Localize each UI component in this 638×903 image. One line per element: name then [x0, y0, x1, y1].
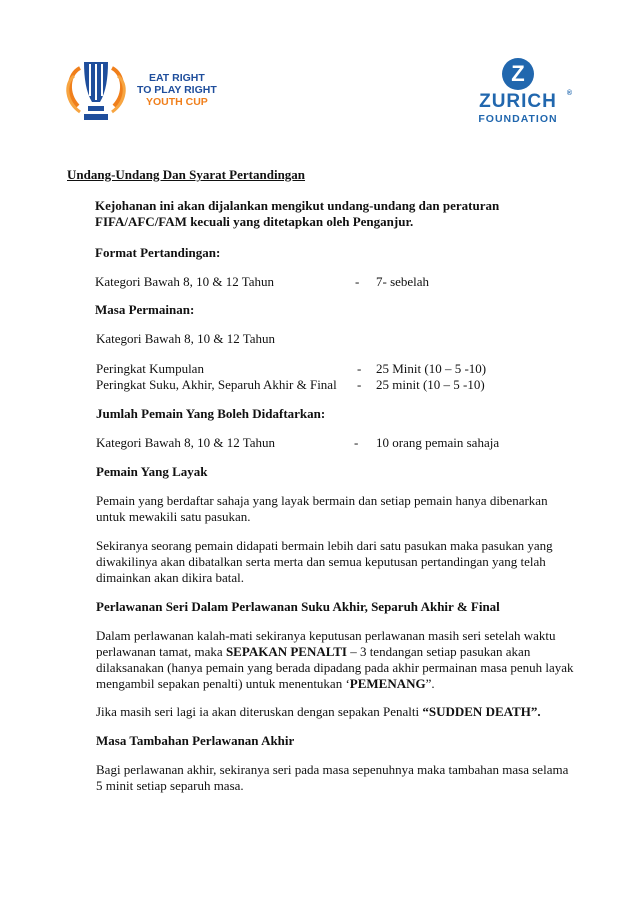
tambahan-p-line: 5 minit setiap separuh masa. [96, 778, 244, 793]
masa-row-label: Peringkat Kumpulan [96, 361, 204, 376]
layak-p2-line: dimainkan akan dikira batal. [96, 570, 245, 585]
zurich-text: ZURICH [479, 91, 557, 112]
cup-line-2: TO PLAY RIGHT [137, 84, 217, 96]
intro-line-2: FIFA/AFC/FAM kecuali yang ditetapkan oleh Penganjur. [95, 214, 414, 229]
seri-p1-line-3: dilaksanakan (hanya pemain yang berada dipadang pada akhir permainan masa penuh layak [96, 660, 574, 675]
registered-mark: ® [566, 90, 572, 97]
cup-line-1: EAT RIGHT [148, 72, 205, 84]
document-heading: Undang-Undang Dan Syarat Pertandingan [67, 167, 306, 182]
youth-cup-logo [62, 58, 222, 128]
seri-title: Perlawanan Seri Dalam Perlawanan Suku Akhir, Separuh Akhir & Final [96, 599, 500, 614]
format-row-label: Kategori Bawah 8, 10 & 12 Tahun [95, 274, 275, 289]
layak-p2-line: Sekiranya seorang pemain didapati bermain lebih dari satu pasukan maka pasukan yang [96, 538, 553, 553]
seri-p1-line-2-start: perlawanan tamat, maka [96, 644, 226, 659]
seri-p1-line-2 [96, 644, 530, 660]
seri-p1-line-2-end: – 3 tendangan setiap pasukan akan [346, 644, 531, 659]
cup-line-3: YOUTH CUP [145, 96, 208, 108]
foundation-wordmark: FOUNDATION [478, 113, 558, 125]
jumlah-row-label: Kategori Bawah 8, 10 & 12 Tahun [96, 435, 276, 450]
seri-p1-line-1: Dalam perlawanan kalah-mati sekiranya keputusan perlawanan masih seri setelah waktu [96, 628, 556, 643]
youth-cup-wordmark [137, 72, 217, 108]
layak-title: Pemain Yang Layak [96, 464, 208, 479]
seri-p1-line-4 [96, 676, 435, 692]
seri-p2-start: Jika masih seri lagi ia akan diteruskan dengan sepakan Penalti [96, 704, 423, 719]
jumlah-row-dash: - [354, 435, 359, 450]
seri-p1-line-4-end: ”. [425, 676, 435, 691]
masa-row-dash: - [357, 377, 362, 392]
masa-row-dash: - [357, 361, 362, 376]
masa-category: Kategori Bawah 8, 10 & 12 Tahun [96, 331, 276, 346]
zurich-wordmark [468, 90, 572, 112]
tambahan-title: Masa Tambahan Perlawanan Akhir [96, 733, 295, 748]
jumlah-row-value: 10 orang pemain sahaja [376, 435, 500, 450]
tambahan-p-line: Bagi perlawanan akhir, sekiranya seri pada masa sepenuhnya maka tambahan masa selama [96, 762, 569, 777]
masa-row-label: Peringkat Suku, Akhir, Separuh Akhir & Final [96, 377, 337, 392]
trophy-icon [62, 58, 134, 128]
masa-row-value: 25 minit (10 – 5 -10) [376, 377, 485, 392]
pemenang-emphasis: PEMENANG [349, 676, 426, 691]
format-title: Format Pertandingan: [95, 245, 221, 260]
seri-p1-line-4-start: mengambil sepakan penalti) untuk menentukan ‘ [96, 676, 350, 691]
masa-title: Masa Permainan: [95, 302, 195, 317]
format-row-dash: - [355, 274, 360, 289]
zurich-z-icon: Z [502, 58, 534, 90]
layak-p2-line: diwakilinya akan dibatalkan serta merta dan semua keputusan pertandingan yang telah [96, 554, 546, 569]
layak-p1-line: untuk mewakili satu pasukan. [96, 509, 251, 524]
jumlah-title: Jumlah Pemain Yang Boleh Didaftarkan: [96, 406, 326, 421]
layak-p1-line: Pemain yang berdaftar sahaja yang layak bermain dan setiap pemain hanya dibenarkan [96, 493, 548, 508]
format-row-value: 7- sebelah [376, 274, 430, 289]
masa-row-value: 25 Minit (10 – 5 -10) [376, 361, 487, 376]
sudden-death-emphasis: “SUDDEN DEATH”. [422, 704, 541, 719]
seri-p2 [96, 704, 541, 720]
zurich-foundation-logo [468, 58, 572, 133]
sepakan-penalti-emphasis: SEPAKAN PENALTI [225, 644, 347, 659]
intro-line-1: Kejohanan ini akan dijalankan mengikut undang-undang dan peraturan [95, 198, 500, 213]
